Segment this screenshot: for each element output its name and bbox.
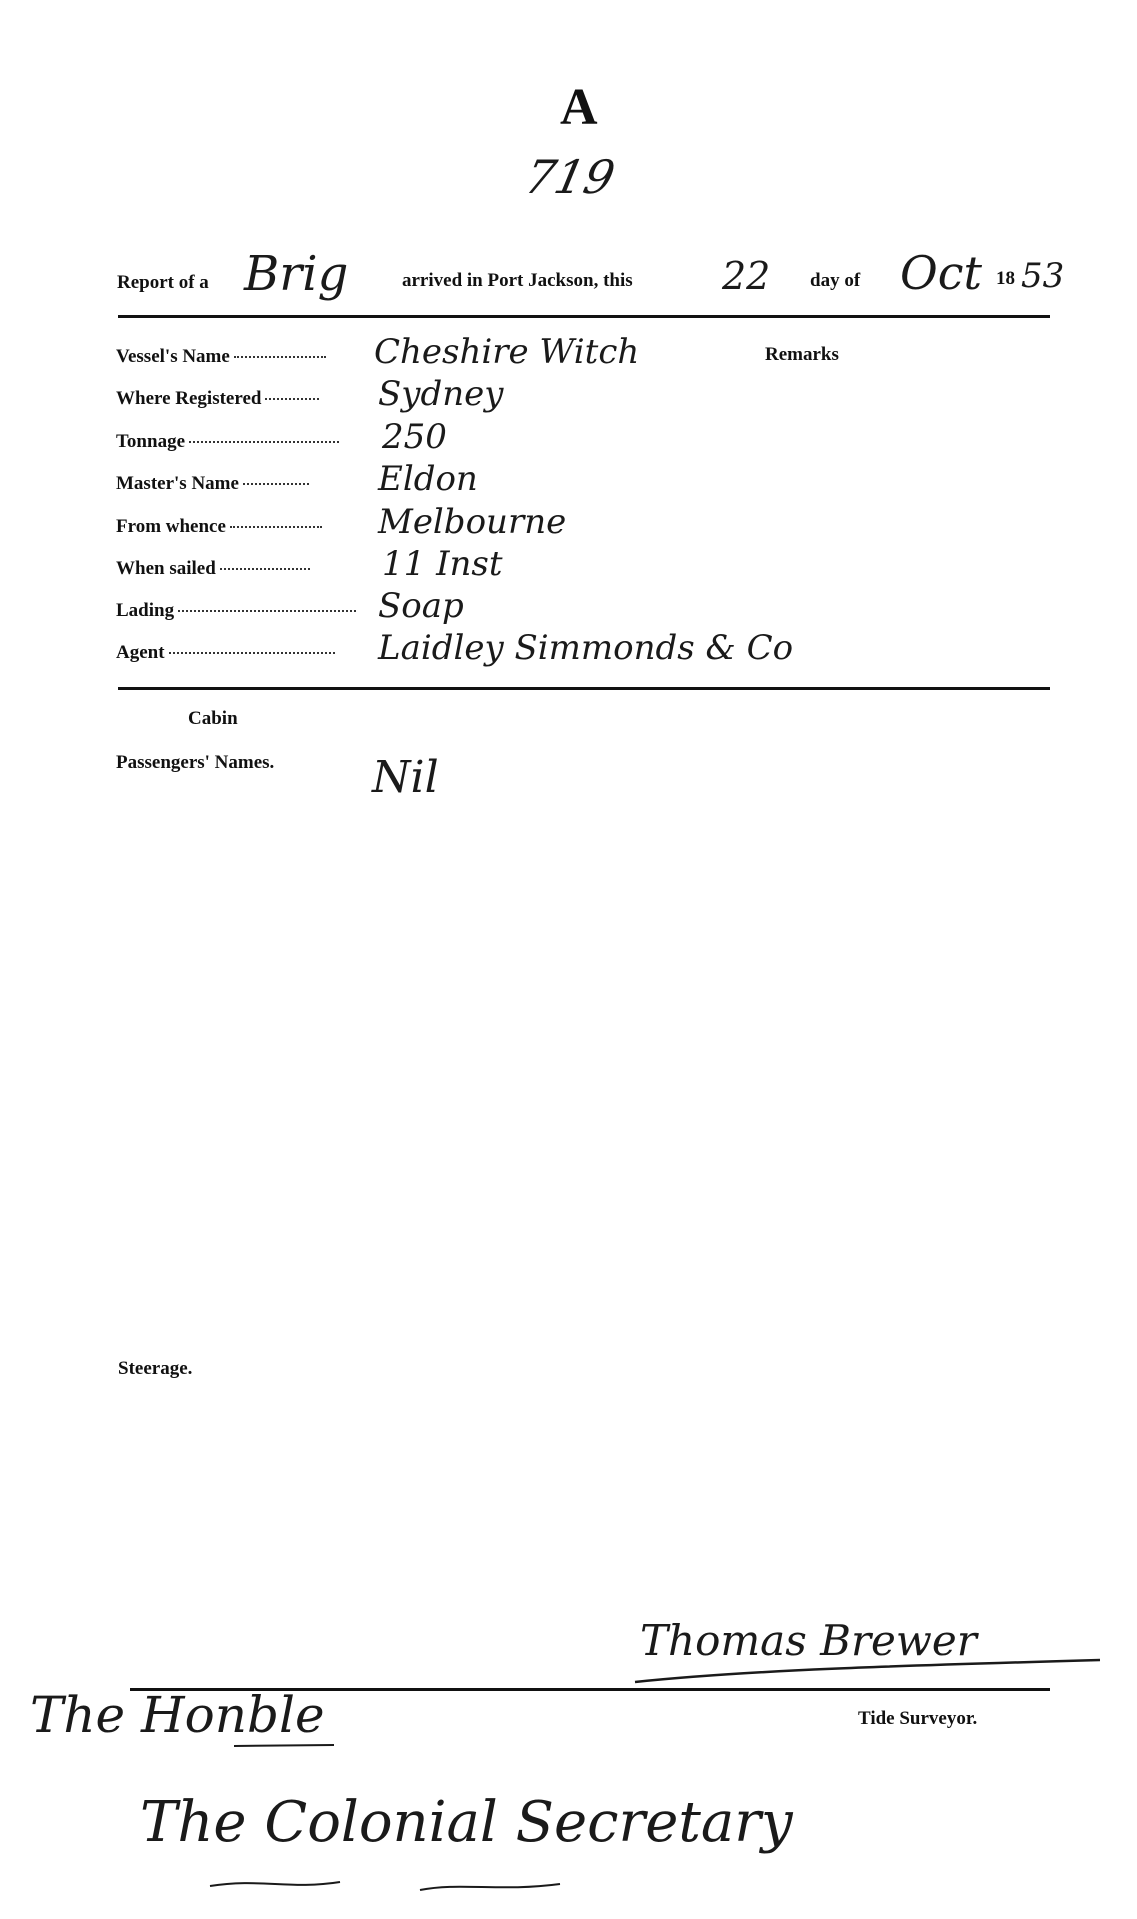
field-row-vessel-name bbox=[116, 332, 640, 376]
dot-leader bbox=[265, 398, 319, 400]
dot-leader bbox=[220, 568, 310, 570]
field-row-where-registered bbox=[116, 374, 504, 418]
field-label: When sailed bbox=[116, 558, 216, 579]
field-row-lading bbox=[116, 586, 464, 630]
addressee-underline-icon bbox=[230, 1740, 340, 1752]
dot-leader bbox=[169, 652, 335, 654]
report-day-label: day of bbox=[810, 270, 861, 291]
field-label: Master's Name bbox=[116, 473, 239, 494]
steerage-label: Steerage. bbox=[118, 1358, 193, 1379]
vessel-type-value: Brig bbox=[244, 246, 349, 302]
top-rule bbox=[118, 315, 1050, 318]
field-value: Cheshire Witch bbox=[374, 332, 640, 372]
field-label: Where Registered bbox=[116, 388, 262, 409]
dot-leader bbox=[189, 441, 339, 443]
field-row-agent bbox=[116, 628, 794, 672]
field-value: Soap bbox=[378, 586, 464, 626]
report-day-value: 22 bbox=[722, 254, 771, 298]
field-value: Sydney bbox=[378, 374, 504, 414]
field-label: Tonnage bbox=[116, 431, 185, 452]
surveyor-signature: Thomas Brewer bbox=[640, 1616, 977, 1665]
field-label: Lading bbox=[116, 600, 175, 621]
addressee-line-2: The Colonial Secretary bbox=[140, 1790, 793, 1855]
report-year-suffix: 53 bbox=[1021, 256, 1065, 296]
addressee-flourish-icon bbox=[200, 1862, 620, 1902]
signature-flourish-icon bbox=[630, 1640, 1110, 1700]
field-value: 11 Inst bbox=[382, 544, 503, 584]
dot-leader bbox=[234, 356, 326, 358]
field-label: From whence bbox=[116, 516, 226, 537]
form-number: 719 bbox=[520, 150, 620, 204]
report-year-prefix: 18 bbox=[996, 268, 1015, 289]
dot-leader bbox=[243, 483, 309, 485]
field-value: Eldon bbox=[378, 459, 478, 499]
field-value: 250 bbox=[382, 417, 447, 457]
report-prefix: Report of a bbox=[117, 272, 209, 293]
remarks-label: Remarks bbox=[765, 344, 839, 365]
form-letter: A bbox=[560, 79, 598, 136]
field-label: Vessel's Name bbox=[116, 346, 230, 367]
dot-leader bbox=[230, 526, 322, 528]
addressee-line-1: The Honble bbox=[30, 1686, 325, 1744]
field-row-when-sailed bbox=[116, 544, 503, 588]
report-month-value: Oct bbox=[900, 246, 982, 300]
dot-leader bbox=[178, 610, 356, 612]
field-row-tonnage bbox=[116, 417, 447, 461]
cabin-label: Cabin bbox=[188, 708, 238, 729]
cabin-passengers-value: Nil bbox=[372, 752, 439, 803]
field-row-from-whence bbox=[116, 502, 567, 546]
middle-rule bbox=[118, 687, 1050, 690]
tide-surveyor-label: Tide Surveyor. bbox=[858, 1708, 978, 1729]
passengers-names-label: Passengers' Names. bbox=[116, 752, 275, 773]
report-middle: arrived in Port Jackson, this bbox=[402, 270, 633, 291]
field-value: Laidley Simmonds & Co bbox=[378, 628, 794, 668]
field-row-master-name bbox=[116, 459, 478, 503]
field-value: Melbourne bbox=[378, 502, 567, 542]
field-label: Agent bbox=[116, 642, 165, 663]
